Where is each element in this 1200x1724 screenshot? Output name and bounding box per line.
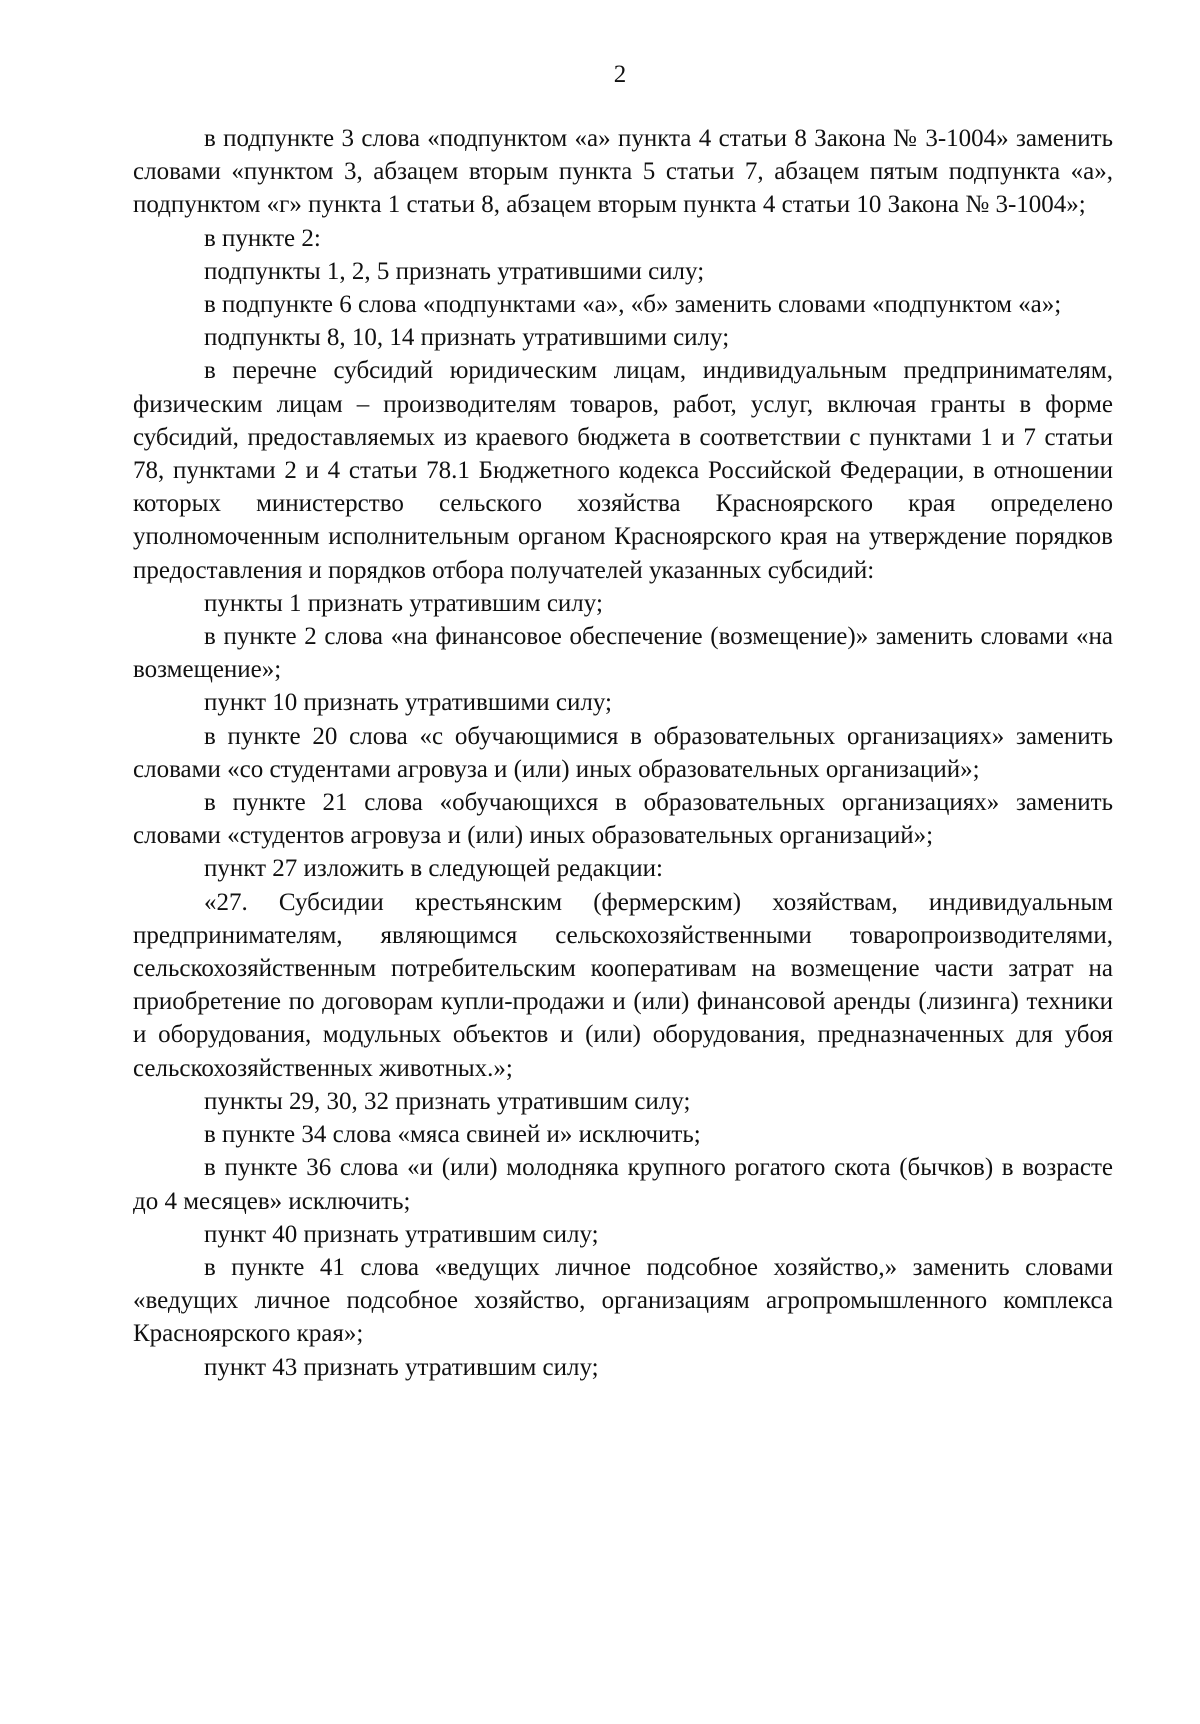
paragraph: в пункте 41 слова «ведущих личное подсобное хозяйство,» заменить словами «ведущих личное подсобное хозяйство, организациям агропромышленного комплекса Красноярского края»; bbox=[133, 1253, 1113, 1348]
paragraph: в перечне субсидий юридическим лицам, индивидуальным предпринимателям, физическим лицам – производителям товаров, работ, услуг, включая гранты в форме субсидий, предоставляемых из краевого бюджета в соответствии с пунктами 1 и 7 статьи 78, пунктами 2 и 4 статьи 78.1 Бюджетного кодекса Российской Федерации, в отношении которых министерство сельского хозяйства Красноярского края определено уполномоченным исполнительным органом Красноярского края на утверждение порядков предоставления и порядков отбора получателей указанных субсидий: bbox=[133, 357, 1113, 584]
paragraph: в пункте 2: bbox=[204, 224, 321, 252]
paragraph: пункт 10 признать утратившими силу; bbox=[204, 689, 612, 717]
paragraph: «27. Субсидии крестьянским (фермерским) хозяйствам, индивидуальным предпринимателям, являющимся сельскохозяйственными товаропроизводителями, сельскохозяйственным потребительским кооперативам на возмещение части затрат на приобретение по договорам купли-продажи и (или) финансовой аренды (лизинга) техники и оборудования, модульных объектов и (или) оборудования, предназначенных для убоя сельскохозяйственных животных.»; bbox=[133, 888, 1113, 1082]
page-number: 2 bbox=[613, 61, 627, 88]
paragraph: в подпункте 3 слова «подпунктом «а» пункта 4 статьи 8 Закона № 3-1004» заменить словами «пунктом 3, абзацем вторым пункта 5 статьи 7, абзацем пятым подпункта «а», подпунктом «г» пункта 1 статьи 8, абзацем вторым пункта 4 статьи 10 Закона № 3-1004»; bbox=[133, 125, 1113, 219]
paragraph: подпункты 8, 10, 14 признать утратившими силу; bbox=[204, 324, 730, 352]
paragraph: в пункте 21 слова «обучающихся в образовательных организациях» заменить словами «студентов агровуза и (или) иных образовательных организаций»; bbox=[133, 789, 1113, 850]
paragraph: пункт 40 признать утратившим силу; bbox=[204, 1220, 599, 1248]
paragraph: в подпункте 6 слова «подпунктами «а», «б» заменить словами «подпунктом «а»; bbox=[204, 291, 1062, 319]
paragraph: подпункты 1, 2, 5 признать утратившими силу; bbox=[204, 257, 705, 285]
paragraph: в пункте 2 слова «на финансовое обеспечение (возмещение)» заменить словами «на возмещение»; bbox=[133, 623, 1113, 684]
paragraph: пункт 27 изложить в следующей редакции: bbox=[204, 855, 663, 883]
paragraph: пункты 1 признать утратившим силу; bbox=[204, 589, 603, 617]
document-body bbox=[133, 122, 1113, 1384]
paragraph: пункты 29, 30, 32 признать утратившим силу; bbox=[204, 1087, 691, 1115]
paragraph: в пункте 36 слова «и (или) молодняка крупного рогатого скота (бычков) в возрасте до 4 месяцев» исключить; bbox=[133, 1154, 1113, 1215]
paragraph: пункт 43 признать утратившим силу; bbox=[204, 1353, 599, 1381]
paragraph: в пункте 34 слова «мяса свиней и» исключить; bbox=[204, 1121, 701, 1149]
paragraph: в пункте 20 слова «с обучающимися в образовательных организациях» заменить словами «со студентами агровуза и (или) иных образовательных организаций»; bbox=[133, 722, 1113, 783]
